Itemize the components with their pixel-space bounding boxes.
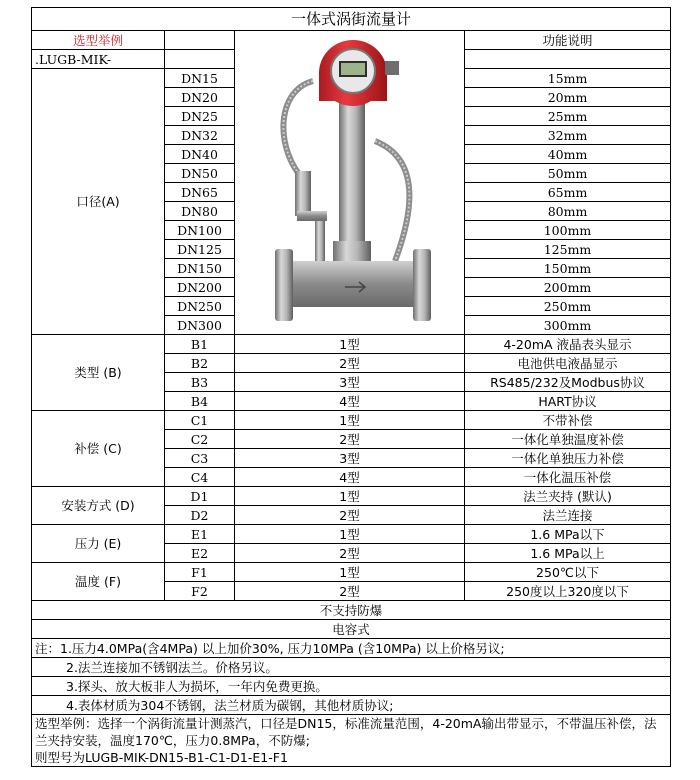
temperature-code: F1 bbox=[165, 563, 235, 582]
temperature-desc: 250℃以下 bbox=[465, 563, 671, 582]
type-kind: 1型 bbox=[235, 335, 465, 354]
type-code: B3 bbox=[165, 373, 235, 392]
compensation-code: C3 bbox=[165, 449, 235, 468]
note-line: 2.法兰连接加不锈钢法兰。价格另议。 bbox=[32, 658, 671, 677]
capacitive-row bbox=[32, 620, 671, 639]
note-line: 注：1.压力4.0MPa(含4MPa) 以上加价30%, 压力10MPa (含10MPa) 以上价格另议; bbox=[32, 639, 671, 658]
type-desc: HART协议 bbox=[465, 392, 671, 411]
caliber-desc: 125mm bbox=[465, 240, 671, 259]
type-code: B4 bbox=[165, 392, 235, 411]
caliber-code: DN125 bbox=[165, 240, 235, 259]
compensation-kind: 1型 bbox=[235, 411, 465, 430]
caliber-code: DN80 bbox=[165, 202, 235, 221]
caliber-desc: 150mm bbox=[465, 259, 671, 278]
compensation-kind: 4型 bbox=[235, 468, 465, 487]
temperature-kind: 2型 bbox=[235, 582, 465, 601]
type-kind: 4型 bbox=[235, 392, 465, 411]
caliber-desc: 65mm bbox=[465, 183, 671, 202]
pressure-code: E1 bbox=[165, 525, 235, 544]
temperature-row bbox=[32, 563, 671, 582]
caliber-desc: 40mm bbox=[465, 145, 671, 164]
pressure-label: 压力 (E) bbox=[32, 525, 165, 563]
type-kind: 3型 bbox=[235, 373, 465, 392]
caliber-code: DN65 bbox=[165, 183, 235, 202]
caliber-desc: 15mm bbox=[465, 69, 671, 88]
selection-table bbox=[31, 7, 671, 767]
caliber-code: DN25 bbox=[165, 107, 235, 126]
compensation-row bbox=[32, 411, 671, 430]
selection-example-label: 选型举例 bbox=[32, 31, 165, 50]
temperature-code: F2 bbox=[165, 582, 235, 601]
empty-cell bbox=[165, 31, 235, 50]
compensation-label: 补偿 (C) bbox=[32, 411, 165, 487]
caliber-desc: 80mm bbox=[465, 202, 671, 221]
example-result: 则型号为LUGB-MIK-DN15-B1-C1-D1-E1-F1 bbox=[35, 750, 288, 765]
compensation-desc: 一体化单独温度补偿 bbox=[465, 430, 671, 449]
temperature-kind: 1型 bbox=[235, 563, 465, 582]
caliber-code: DN40 bbox=[165, 145, 235, 164]
install-row bbox=[32, 487, 671, 506]
caliber-code: DN300 bbox=[165, 316, 235, 335]
compensation-kind: 2型 bbox=[235, 430, 465, 449]
install-desc: 法兰夹持 (默认) bbox=[465, 487, 671, 506]
caliber-label: 口径(A) bbox=[32, 69, 165, 335]
caliber-desc: 250mm bbox=[465, 297, 671, 316]
caliber-code: DN100 bbox=[165, 221, 235, 240]
pressure-row bbox=[32, 525, 671, 544]
pressure-kind: 1型 bbox=[235, 525, 465, 544]
compensation-desc: 一体化单独压力补偿 bbox=[465, 449, 671, 468]
compensation-kind: 3型 bbox=[235, 449, 465, 468]
temperature-label: 温度 (F) bbox=[32, 563, 165, 601]
caliber-code: DN200 bbox=[165, 278, 235, 297]
pressure-desc: 1.6 MPa以下 bbox=[465, 525, 671, 544]
caliber-desc: 300mm bbox=[465, 316, 671, 335]
caliber-code: DN250 bbox=[165, 297, 235, 316]
type-kind: 2型 bbox=[235, 354, 465, 373]
install-kind: 1型 bbox=[235, 487, 465, 506]
caliber-desc: 20mm bbox=[465, 88, 671, 107]
empty-cell bbox=[465, 50, 671, 69]
example-row bbox=[32, 715, 671, 767]
type-desc: 电池供电液晶显示 bbox=[465, 354, 671, 373]
empty-cell bbox=[165, 50, 235, 69]
type-row bbox=[32, 335, 671, 354]
caliber-code: DN150 bbox=[165, 259, 235, 278]
caliber-desc: 25mm bbox=[465, 107, 671, 126]
table-title: 一体式涡街流量计 bbox=[32, 8, 671, 31]
type-desc: RS485/232及Modbus协议 bbox=[465, 373, 671, 392]
install-kind: 2型 bbox=[235, 506, 465, 525]
temperature-desc: 250度以上320度以下 bbox=[465, 582, 671, 601]
install-code: D2 bbox=[165, 506, 235, 525]
caliber-code: DN32 bbox=[165, 126, 235, 145]
type-code: B1 bbox=[165, 335, 235, 354]
note-line: 4.表体材质为304不锈钢，法兰材质为碳钢，其他材质协议; bbox=[32, 696, 671, 715]
capacitive: 电容式 bbox=[32, 620, 671, 639]
caliber-desc: 32mm bbox=[465, 126, 671, 145]
install-code: D1 bbox=[165, 487, 235, 506]
install-desc: 法兰连接 bbox=[465, 506, 671, 525]
model-prefix: .LUGB-MIK- bbox=[32, 50, 165, 69]
type-code: B2 bbox=[165, 354, 235, 373]
compensation-code: C2 bbox=[165, 430, 235, 449]
example-description: 选型举例：选择一个涡街流量计测蒸汽，口径是DN15，标准流量范围，4-20mA输出带显示，不带温压补偿，法兰夹持安装，温度170℃，压力0.8MPa，不防爆; bbox=[35, 716, 657, 748]
note-line: 3.探头、放大板非人为损坏，一年内免费更换。 bbox=[32, 677, 671, 696]
pressure-kind: 2型 bbox=[235, 544, 465, 563]
caliber-desc: 200mm bbox=[465, 278, 671, 297]
type-label: 类型 (B) bbox=[32, 335, 165, 411]
compensation-desc: 不带补偿 bbox=[465, 411, 671, 430]
function-desc-header: 功能说明 bbox=[465, 31, 671, 50]
caliber-code: DN20 bbox=[165, 88, 235, 107]
compensation-code: C4 bbox=[165, 468, 235, 487]
vortex-flowmeter-illustration bbox=[235, 31, 465, 329]
note-line-row bbox=[32, 696, 671, 715]
no-explosion-row bbox=[32, 601, 671, 620]
caliber-code: DN50 bbox=[165, 164, 235, 183]
caliber-desc: 50mm bbox=[465, 164, 671, 183]
compensation-desc: 一体化温压补偿 bbox=[465, 468, 671, 487]
product-image-cell bbox=[235, 31, 465, 335]
note-line-row bbox=[32, 639, 671, 658]
install-label: 安装方式 (D) bbox=[32, 487, 165, 525]
no-explosion: 不支持防爆 bbox=[32, 601, 671, 620]
caliber-code: DN15 bbox=[165, 69, 235, 88]
pressure-desc: 1.6 MPa以上 bbox=[465, 544, 671, 563]
selection-example-text bbox=[32, 715, 671, 767]
note-line-row bbox=[32, 658, 671, 677]
pressure-code: E2 bbox=[165, 544, 235, 563]
type-desc: 4-20mA 液晶表头显示 bbox=[465, 335, 671, 354]
compensation-code: C1 bbox=[165, 411, 235, 430]
note-line-row bbox=[32, 677, 671, 696]
caliber-desc: 100mm bbox=[465, 221, 671, 240]
